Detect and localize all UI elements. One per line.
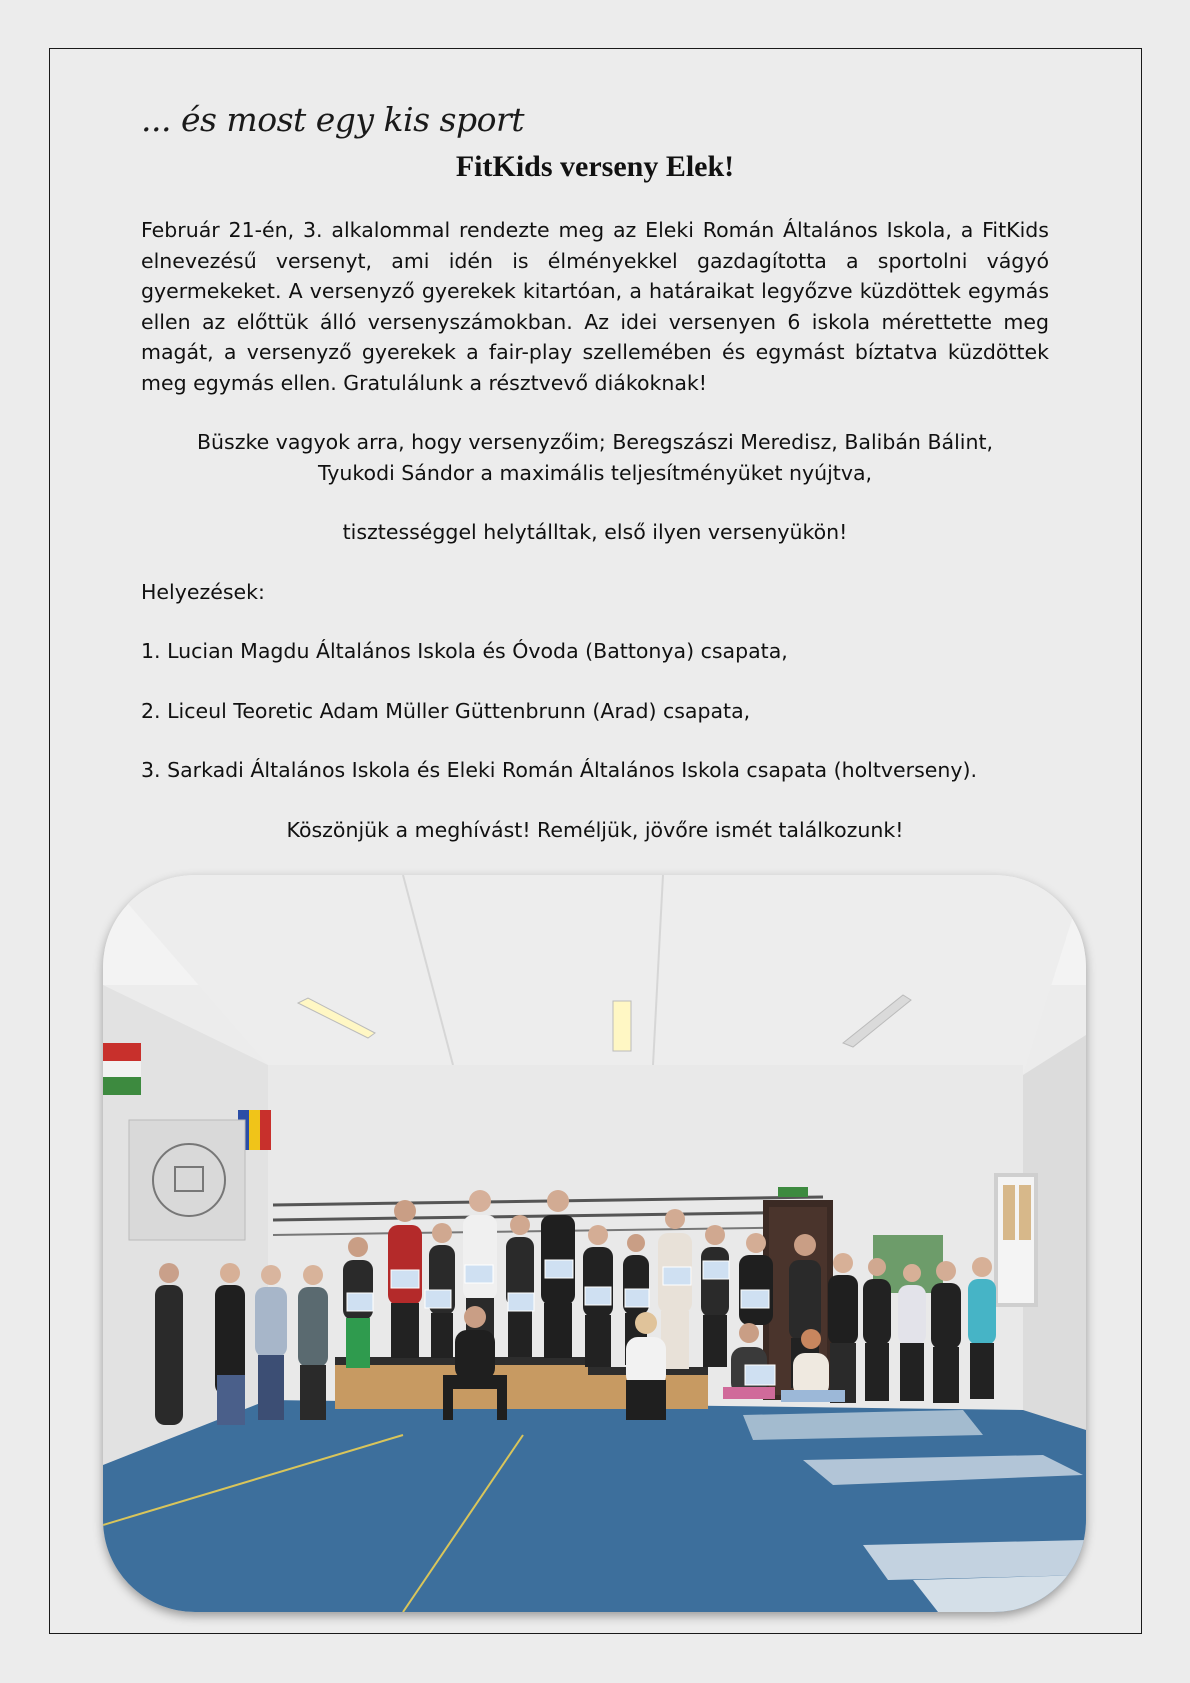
group-photo — [103, 875, 1086, 1612]
exit-sign-icon — [778, 1187, 808, 1197]
result-item-1: 1. Lucian Magdu Általános Iskola és Óvoda (Battonya) csapata, — [141, 639, 788, 663]
pride-paragraph: Büszke vagyok arra, hogy versenyzőim; Beregszászi Meredisz, Balibán Bálint, Tyukodi Sándor a maximális teljesítményüket nyújtva, — [196, 430, 994, 485]
closing-line: Köszönjük a meghívást! Reméljük, jövőre ismét találkozunk! — [286, 817, 904, 842]
article-title: FitKids verseny Elek! — [455, 150, 735, 183]
intro-paragraph: Február 21-én, 3. alkalommal rendezte meg az Eleki Román Általános Iskola, a FitKids elnevezésű versenyt, ami idén is élményekkel gazdagította a sportolni vágyó gyermekeket. A versenyző gyerekek kitartóan, a határaikat legyőzve küzdöttek egymás ellen az előttük álló versenyszámokban. Az idei versenyen 6 iskola mérettette meg magát, a versenyző gyerekek a fair-play szellemében és egymást bíztatva küzdöttek meg egymás ellen. Gratulálunk a résztvevő diákoknak! — [141, 218, 1049, 395]
pride-paragraph-2: tisztességgel helytálltak, első ilyen versenyükön! — [342, 520, 848, 544]
results-heading: Helyezések: — [141, 579, 265, 604]
group-photo-illustration — [103, 875, 1086, 1612]
result-item-2: 2. Liceul Teoretic Adam Müller Güttenbrunn (Arad) csapata, — [141, 698, 751, 723]
result-item-3: 3. Sarkadi Általános Iskola és Eleki Román Általános Iskola csapata (holtverseny). — [141, 758, 977, 782]
section-kicker: ... és most egy kis sport — [141, 100, 524, 139]
school-banner — [129, 1120, 245, 1240]
ceiling-light-icon — [613, 1001, 631, 1051]
flag-icon — [103, 1043, 141, 1061]
article — [141, 95, 1049, 845]
